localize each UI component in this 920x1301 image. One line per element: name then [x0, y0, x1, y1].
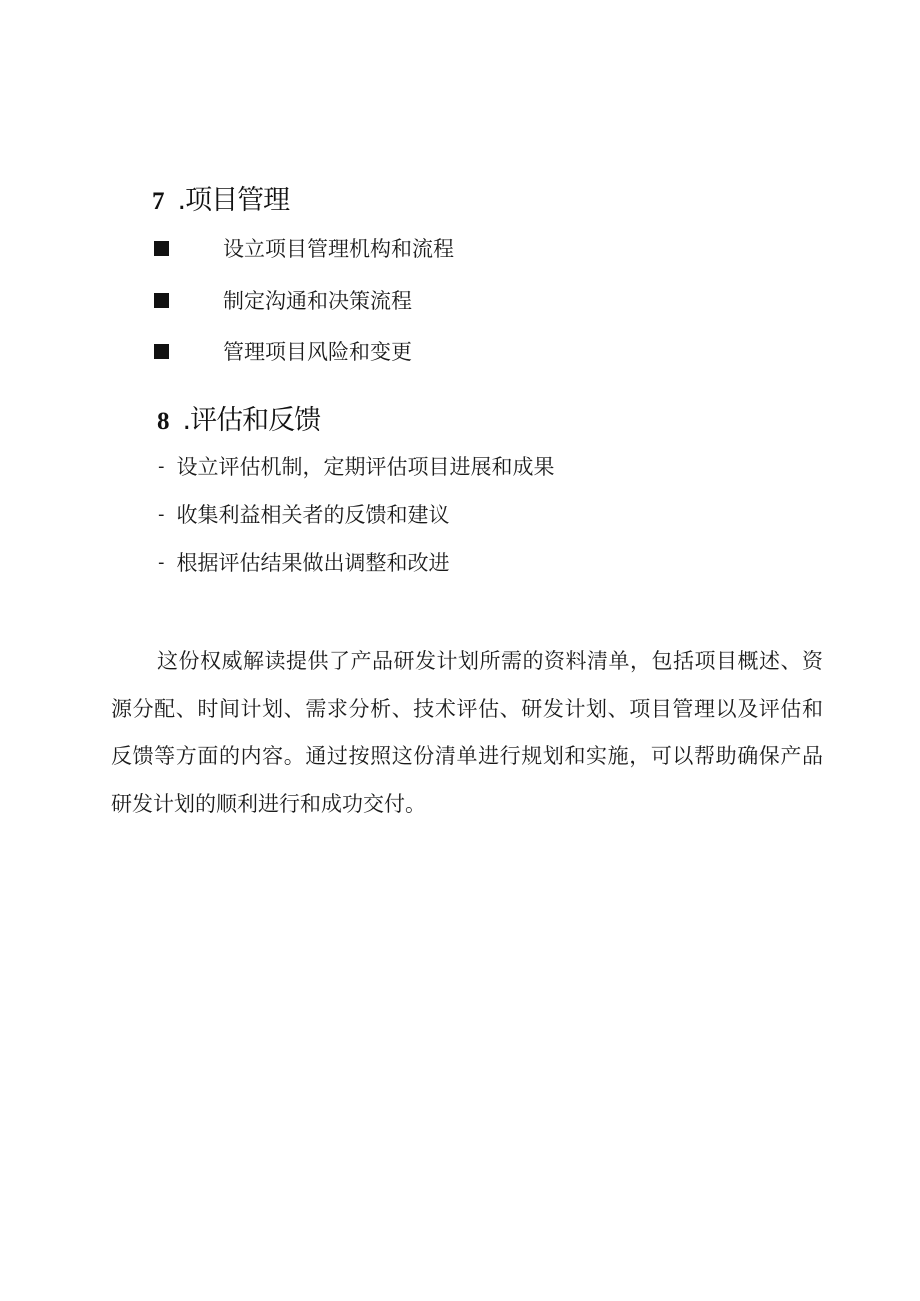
- section-8-item-text: 收集利益相关者的反馈和建议: [176, 503, 450, 527]
- section-7-heading: [152, 178, 289, 217]
- section-7-item: [154, 336, 412, 366]
- section-8-heading: [157, 398, 320, 437]
- section-8-title: .评估和反馈: [182, 405, 321, 436]
- section-7-number: 7: [152, 188, 164, 215]
- square-bullet-icon: [154, 293, 169, 308]
- summary-paragraph: 这份权威解读提供了产品研发计划所需的资料清单，包括项目概述、资源分配、时间计划、需求分析、技术评估、研发计划、项目管理以及评估和反馈等方面的内容。通过按照这份清单进行规划和实施，可以帮助确保产品研发计划的顺利进行和成功交付。: [111, 649, 823, 816]
- section-8-number: 8: [157, 408, 169, 435]
- dash-bullet: -: [158, 455, 165, 477]
- square-bullet-icon: [154, 344, 169, 359]
- square-bullet-icon: [154, 241, 169, 256]
- section-7-item-text: 管理项目风险和变更: [223, 340, 412, 364]
- section-8-item: [158, 547, 450, 577]
- section-7-item: [154, 285, 412, 315]
- section-7-item-text: 制定沟通和决策流程: [223, 289, 412, 313]
- section-8-item: [158, 499, 450, 529]
- section-7-item-text: 设立项目管理机构和流程: [223, 237, 454, 261]
- section-8-item-text: 根据评估结果做出调整和改进: [176, 551, 450, 575]
- dash-bullet: -: [158, 551, 165, 573]
- section-8-item: [158, 451, 555, 481]
- dash-bullet: -: [158, 503, 165, 525]
- section-7-title: .项目管理: [177, 185, 290, 216]
- section-7-item: [154, 233, 454, 263]
- section-8-item-text: 设立评估机制，定期评估项目进展和成果: [176, 455, 555, 479]
